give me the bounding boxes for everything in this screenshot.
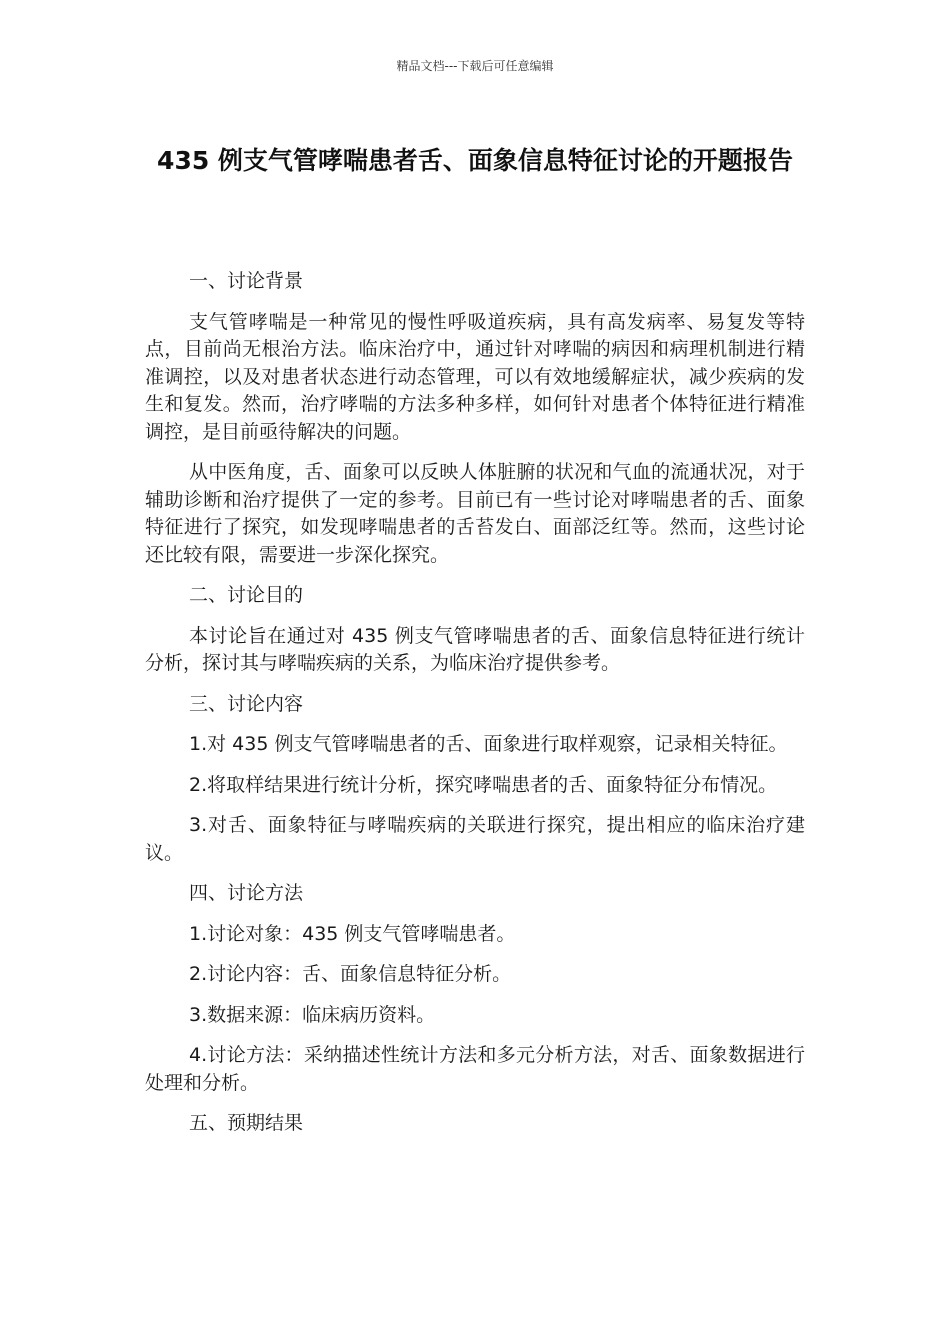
header-note: 精品文档---下载后可任意编辑 [396,59,554,73]
methods-item-3: 3.数据来源：临床病历资料。 [189,1003,436,1026]
section-heading-content: 三、讨论内容 [189,692,304,715]
background-paragraph-1: 支气管哮喘是一种常见的慢性呼吸道疾病，具有高发病率、易复发等特点，目前尚无根治方法。临床治疗中，通过针对哮喘的病因和病理机制进行精准调控，以及对患者状态进行动态管理，可以有效地缓解症状，减少疾病的发生和复发。然而，治疗哮喘的方法多种多样，如何针对患者个体特征进行精准调控，是目前亟待解决的问题。 [145,310,805,443]
content-item-2: 2.将取样结果进行统计分析，探究哮喘患者的舌、面象特征分布情况。 [189,773,778,796]
methods-item-2: 2.讨论内容：舌、面象信息特征分析。 [189,963,512,985]
section-heading-purpose: 二、讨论目的 [189,584,304,606]
methods-item-1: 1.讨论对象：435 例支气管哮喘患者。 [189,922,516,945]
document-title: 435 例支气管哮喘患者舌、面象信息特征讨论的开题报告 [157,146,793,175]
section-heading-methods: 四、讨论方法 [189,882,304,904]
methods-item-4: 4.讨论方法：采纳描述性统计方法和多元分析方法，对舌、面象数据进行处理和分析。 [145,1044,805,1094]
background-paragraph-2: 从中医角度，舌、面象可以反映人体脏腑的状况和气血的流通状况，对于辅助诊断和治疗提供了一定的参考。目前已有一些讨论对哮喘患者的舌、面象特征进行了探究，如发现哮喘患者的舌苔发白、面部泛红等。然而，这些讨论还比较有限，需要进一步深化探究。 [145,461,805,566]
content-item-1: 1.对 435 例支气管哮喘患者的舌、面象进行取样观察，记录相关特征。 [189,733,788,755]
content-item-3: 3.对舌、面象特征与哮喘疾病的关联进行探究，提出相应的临床治疗建议。 [145,814,805,864]
section-heading-expected: 五、预期结果 [189,1112,304,1134]
purpose-paragraph-1: 本讨论旨在通过对 435 例支气管哮喘患者的舌、面象信息特征进行统计分析，探讨其与哮喘疾病的关系，为临床治疗提供参考。 [145,624,805,674]
document-body [145,268,805,1151]
section-heading-background: 一、讨论背景 [189,270,304,292]
